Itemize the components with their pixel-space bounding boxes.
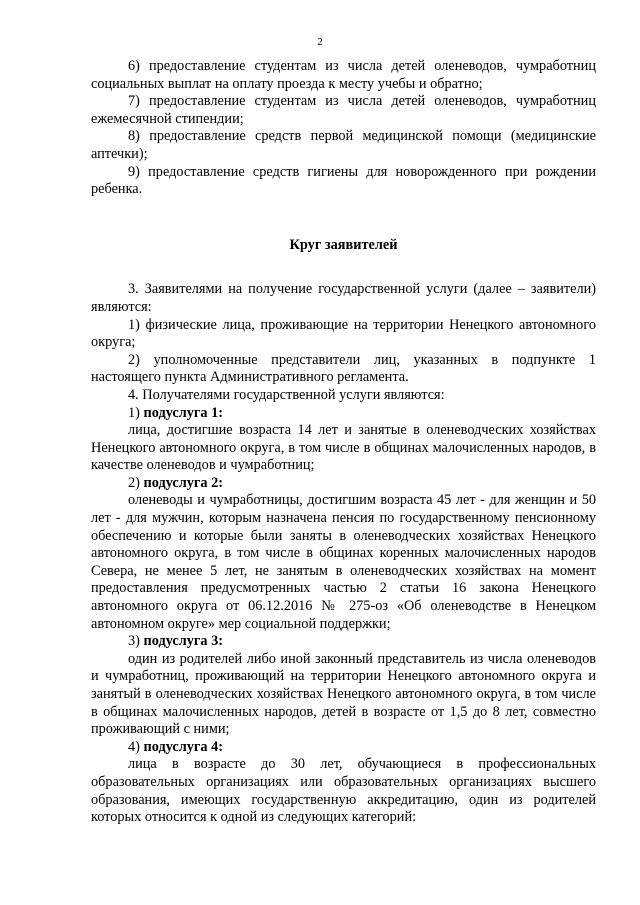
subservice-1-number: 1) bbox=[128, 404, 140, 421]
document-body bbox=[91, 58, 596, 827]
subservice-4-number: 4) bbox=[128, 738, 140, 755]
page-number: 2 bbox=[317, 36, 323, 48]
subservice-1-heading bbox=[91, 405, 596, 423]
paragraph-3-intro: 3. Заявителями на получение государственной услуги (далее – заявители) являются: bbox=[91, 281, 596, 315]
subservice-1-text: лица, достигшие возраста 14 лет и занятые в оленеводческих хозяйствах Ненецкого автономного округа, в том числе в общинах малочисленных народов, в качестве оленеводов и чумработниц; bbox=[91, 422, 596, 474]
subservice-3-text: один из родителей либо иной законный представитель из числа оленеводов и чумработниц, проживающий на территории Ненецкого автономного округа и занятый в оленеводческих хозяйствах Ненецкого автономного округа, в том числе в общинах малочисленных народов, детей в возрасте от 1,5 до 8 лет, совместно проживающий с ними; bbox=[91, 650, 596, 738]
subservice-2-heading bbox=[91, 475, 596, 493]
subservice-3-heading bbox=[91, 633, 596, 651]
subservice-4-label: подуслуга 4: bbox=[143, 738, 224, 755]
subservice-2-text: оленеводы и чумработницы, достигшим возраста 45 лет - для женщин и 50 лет - для мужчин, которым назначена пенсия по государственному пенсионному обеспечению и которые были заняты в оленеводческих хозяйствах Ненецкого автономного округа, в том числе в общинах коренных малочисленных народов Севера, не менее 5 лет, не занятым в оленеводческих хозяйствах на момент предоставления предусмотренных частью 2 статьи 16 закона Ненецкого автономного округа от 06.12.2016 № 275-оз «Об оленеводстве в Ненецком автономном округе» мер социальной поддержки; bbox=[91, 492, 596, 632]
list-item: 7) предоставление студентам из числа детей оленеводов, чумработниц ежемесячной стипендии; bbox=[91, 93, 596, 127]
subservice-3-number: 3) bbox=[128, 633, 140, 650]
paragraph-4-intro: 4. Получателями государственной услуги являются: bbox=[128, 386, 445, 403]
subservice-4-heading bbox=[91, 739, 596, 757]
section-heading: Круг заявителей bbox=[289, 236, 398, 253]
subservice-4-text: лица в возрасте до 30 лет, обучающиеся в профессиональных образовательных организациях или образовательных организациях высшего образования, имеющих государственную аккредитацию, один из родителей которых относится к одной из следующих категорий: bbox=[91, 756, 596, 826]
subservice-2-label: подуслуга 2: bbox=[143, 474, 224, 491]
list-item: 9) предоставление средств гигиены для новорожденного при рождении ребенка. bbox=[91, 163, 596, 198]
subservice-1-label: подуслуга 1: bbox=[143, 404, 224, 421]
list-item: 8) предоставление средств первой медицинской помощи (медицинские аптечки); bbox=[91, 128, 596, 162]
subservice-3-label: подуслуга 3: bbox=[143, 633, 224, 650]
paragraph-3-item-1: 1) физические лица, проживающие на территории Ненецкого автономного округа; bbox=[91, 316, 596, 351]
subservice-2-number: 2) bbox=[128, 474, 140, 491]
list-item: 6) предоставление студентам из числа детей оленеводов, чумработниц социальных выплат на оплату проезда к месту учебы и обратно; bbox=[91, 58, 596, 92]
paragraph-3-item-2: 2) уполномоченные представители лиц, указанных в подпункте 1 настоящего пункта Административного регламента. bbox=[91, 351, 596, 386]
